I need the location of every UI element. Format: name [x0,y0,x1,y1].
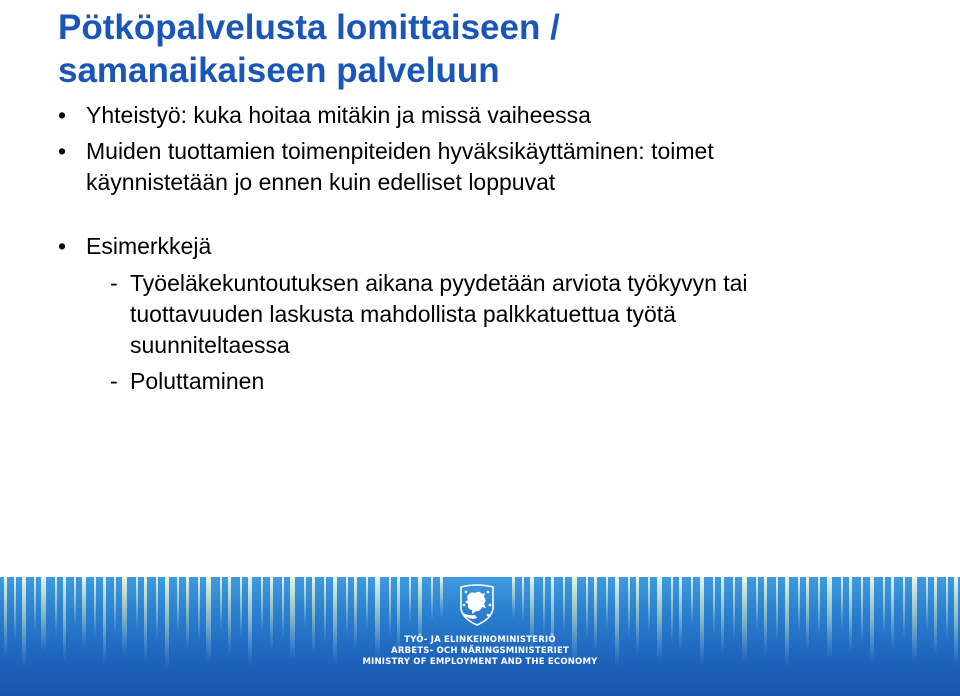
sub-item-text-line-3: suunniteltaessa [130,332,290,358]
ministry-name-block [300,635,660,668]
slide-title [58,6,938,92]
ministry-name-english: MINISTRY OF EMPLOYMENT AND THE ECONOMY [362,657,598,667]
ministry-footer-banner [0,577,960,696]
sub-item-text-line-1: Työeläkekuntoutuksen aikana pyydetään arviota työkyvyn tai [130,270,748,296]
title-line-2: samanaikaiseen palveluun [58,51,500,90]
title-line-1: Pötköpalvelusta lomittaiseen / [58,8,560,47]
bullet-item [58,231,938,262]
bullet-marker: • [58,102,67,128]
bullet-marker: • [58,138,67,164]
bullet-item [58,136,938,198]
slide-body [58,100,938,397]
ministry-name-finnish: TYÖ- JA ELINKEINOMINISTERIÖ [404,635,556,645]
sub-item [58,366,938,397]
bullet-text-line-2: käynnistetään jo ennen kuin edelliset loppuvat [86,169,556,195]
bullet-text: Esimerkkejä [86,233,212,259]
sub-item-marker: - [110,368,118,394]
bullet-item [58,100,938,131]
sub-item-text-line-2: tuottavuuden laskusta mahdollista palkkatuettua työtä [130,301,676,327]
sub-item-marker: - [110,270,118,296]
sub-item [58,268,938,361]
bullet-marker: • [58,233,67,259]
sub-item-text: Poluttaminen [130,368,265,394]
bullet-text-line-1: Muiden tuottamien toimenpiteiden hyväksikäyttäminen: toimet [86,138,714,164]
bullet-text: Yhteistyö: kuka hoitaa mitäkin ja missä vaiheessa [86,102,591,128]
ministry-name-swedish: ARBETS- OCH NÄRINGSMINISTERIET [391,646,569,656]
finnish-lion-crest-icon [455,583,499,627]
